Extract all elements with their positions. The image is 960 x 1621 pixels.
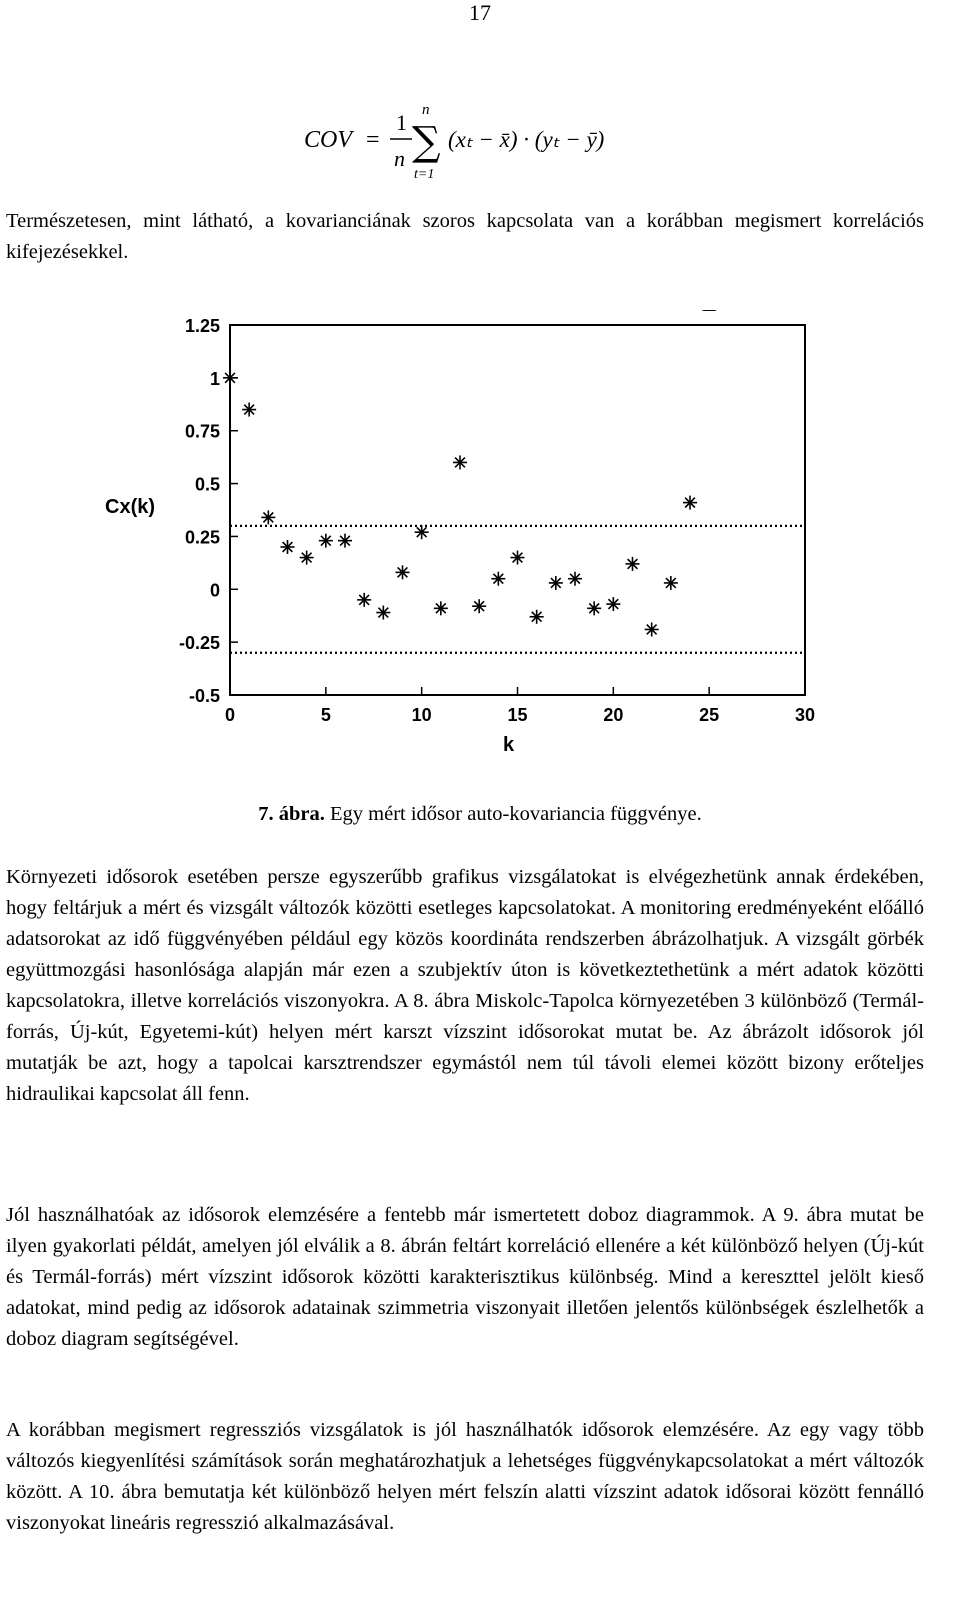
data-point xyxy=(683,496,697,510)
data-point xyxy=(223,371,237,385)
paragraph-2: Környezeti idősorok esetében persze egyszerűbb grafikus vizsgálatokat is elvégezhetünk annak érdekében, hogy feltárjuk a mért és vizsgált változók közötti esetleges kapcsolatokat. A monitoring eredményeként előálló adatsorokat az idő függvényében például egy közös koordináta rendszerben ábrázolhatjuk. A vizsgált görbék együttmozgási hasonlósága alapján már ezen a szubjektív úton is következtethetünk a mért adatok közötti kapcsolatokra, illetve korrelációs viszonyokra. A 8. ábra Miskolc-Tapolca környezetében 3 különböző (Termál-forrás, Új-kút, Egyetemi-kút) helyen mért karszt vízszint idősorokat mutat be. Az ábrázolt idősorok jól mutatják be azt, hogy a tapolcai karsztrendszer egymástól nem túl távoli elemei között bizony erőteljes hidraulikai kapcsolat áll fenn. xyxy=(6,866,924,1105)
x-tick-label: 15 xyxy=(507,705,528,725)
data-point xyxy=(453,455,467,469)
data-point xyxy=(472,599,486,613)
formula-lhs: COV xyxy=(304,127,352,153)
y-tick-label: -0.5 xyxy=(188,686,220,706)
x-tick-label: 20 xyxy=(603,705,624,725)
x-tick-label: 30 xyxy=(794,705,816,725)
data-point xyxy=(434,601,448,615)
data-point xyxy=(281,540,295,554)
data-point xyxy=(626,557,640,571)
data-point xyxy=(376,606,390,620)
y-tick-label: 1 xyxy=(209,368,220,389)
plot-frame xyxy=(230,325,805,695)
sigma-symbol: ∑ xyxy=(412,119,441,165)
data-point xyxy=(664,576,678,590)
data-point xyxy=(587,601,601,615)
data-point xyxy=(261,510,275,524)
data-point xyxy=(491,572,505,586)
covariance-formula xyxy=(300,92,660,187)
sum-bottom: t=1 xyxy=(414,167,435,182)
data-point xyxy=(606,597,620,611)
data-point xyxy=(549,576,563,590)
x-tick-label: 5 xyxy=(320,705,331,725)
x-tick-label: 0 xyxy=(224,705,236,725)
confidence-lines xyxy=(230,526,805,653)
formula-numerator: 1 xyxy=(396,110,407,135)
paragraph-1: Természetesen, mint látható, a kovarianciának szoros kapcsolata van a korábban megismert korrelációs kifejezésekkel. xyxy=(6,210,924,263)
data-point xyxy=(300,551,314,565)
y-tick-label: 0.5 xyxy=(194,474,220,495)
data-point xyxy=(338,534,352,548)
x-axis-label: k xyxy=(503,734,515,756)
data-point xyxy=(645,622,659,636)
y-tick-label: 0.75 xyxy=(184,421,220,442)
y-tick-label: 1.25 xyxy=(184,316,220,336)
x-axis-ticks xyxy=(225,687,815,725)
data-point xyxy=(396,565,410,579)
page-number: 17 xyxy=(469,0,491,25)
paragraph-3: Jól használhatóak az idősorok elemzésére a fentebb már ismertetett doboz diagrammok. A 9. ábra mutat be ilyen gyakorlati példát, amelyen jól elválik a 8. ábrán feltárt korreláció ellenére a két különböző helyen (Új-kút és Termál-forrás) mért vízszint idősorok közötti karakterisztikus különbség. Mind a kereszttel jelölt kieső adatokat, mind pedig az idősorok adatainak szimmetria viszonyait illetően jelentős különbségek észlelhetők a doboz diagram segítségével. xyxy=(6,1204,924,1350)
autocovariance-chart xyxy=(95,310,835,770)
y-axis-label: Cx(k) xyxy=(105,496,156,518)
data-point xyxy=(530,610,544,624)
caption-text: Egy mért idősor auto-kovariancia függvénye. xyxy=(324,803,702,825)
data-point xyxy=(415,525,429,539)
formula-term: (xₜ − x̄) · (yₜ − ȳ) xyxy=(448,127,605,152)
data-points xyxy=(223,310,716,636)
y-tick-label: 0 xyxy=(209,580,220,601)
y-tick-label: -0.25 xyxy=(178,633,220,654)
x-tick-label: 25 xyxy=(699,705,720,725)
data-point xyxy=(511,551,525,565)
figure-caption xyxy=(0,803,960,826)
paragraph-4: A korábban megismert regressziós vizsgálatok is jól használhatók idősorok elemzésére. Az egy vagy több változós kiegyenlítési számítások során meghatározhatjuk a lehetséges függvénykapcsolatokat a mért változók között. A 10. ábra bemutatja két különböző helyen mért felszín alatti vízszint adatok idősorai között fennálló viszonyokat lineáris regresszió alkalmazásával. xyxy=(6,1419,924,1534)
sum-top: n xyxy=(422,102,430,118)
y-tick-label: 0.25 xyxy=(184,527,220,548)
data-point xyxy=(319,534,333,548)
x-tick-label: 10 xyxy=(411,705,432,725)
data-point xyxy=(568,572,582,586)
formula-equals: = xyxy=(366,127,380,153)
data-point xyxy=(357,593,371,607)
caption-label: 7. ábra. xyxy=(258,803,325,825)
formula-denominator: n xyxy=(394,146,405,171)
data-point xyxy=(242,403,256,417)
